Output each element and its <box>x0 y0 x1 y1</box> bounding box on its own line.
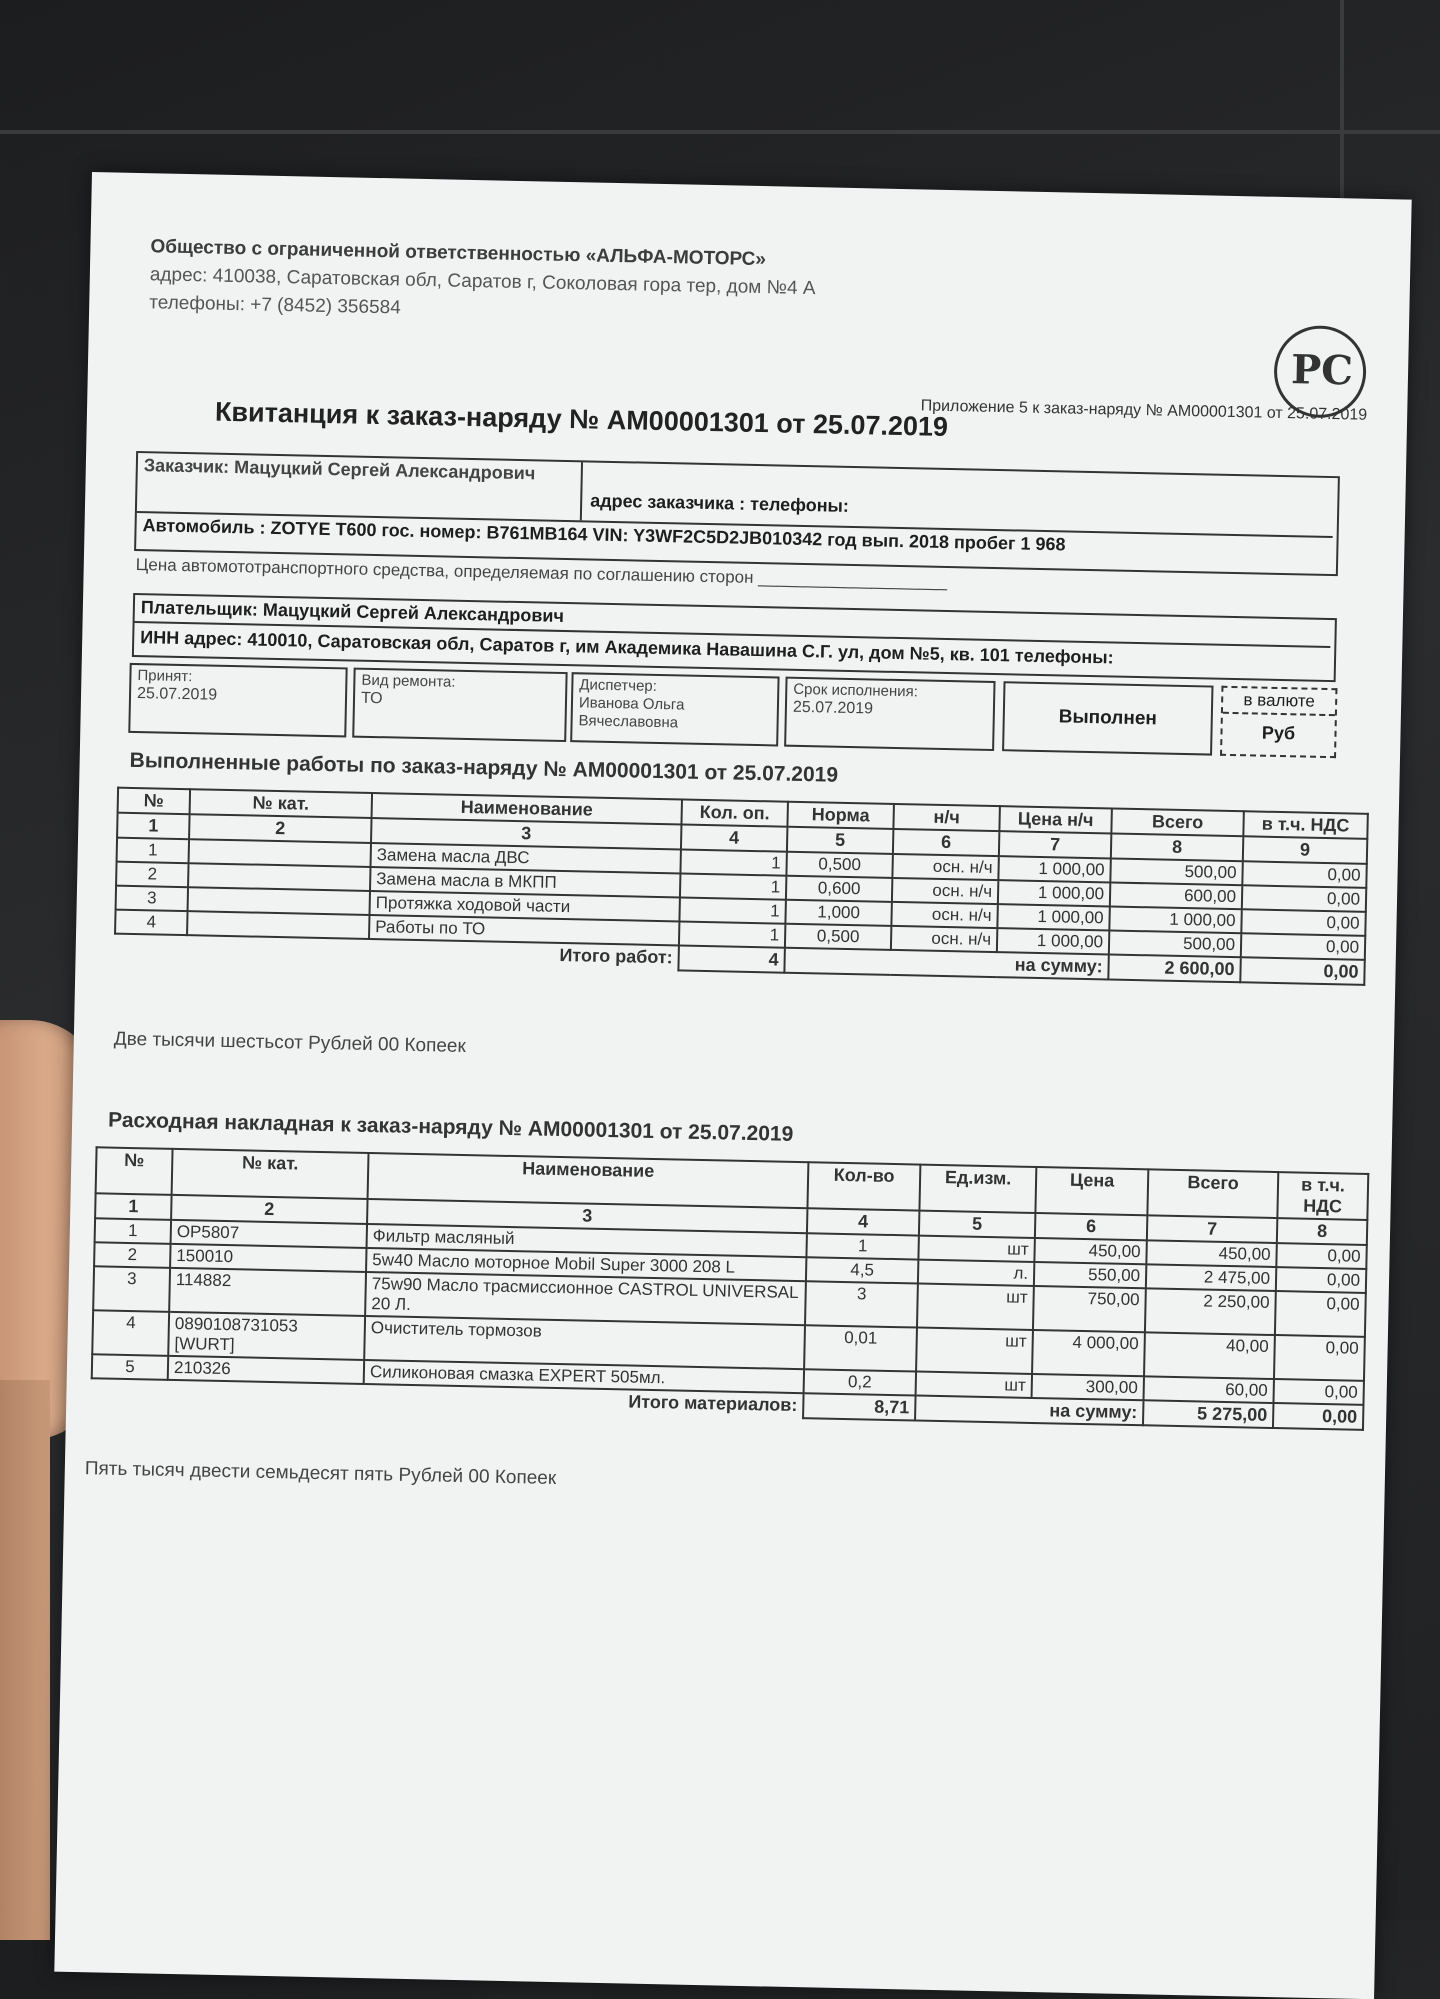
payer-inn-address: ИНН адрес: 410010, Саратовская обл, Саратов г, им Академика Навашина С.Г. ул, дом №5, кв. 101 телефоны: <box>140 627 1114 668</box>
table-cell: 1 <box>679 921 785 947</box>
table-cell: 2 250,00 <box>1145 1288 1276 1335</box>
table-cell: л. <box>918 1260 1034 1286</box>
sum-label: на сумму: <box>784 948 1108 980</box>
table-cell: 550,00 <box>1034 1262 1146 1288</box>
table-cell: Замена масла ДВС <box>371 843 681 873</box>
company-address: адрес: 410038, Саратовская обл, Саратов г, Соколовая гора тер, дом №4 А <box>149 264 816 300</box>
table-cell: 600,00 <box>1110 882 1242 909</box>
column-number: 5 <box>919 1211 1035 1238</box>
certification-logo-icon: РС <box>1273 325 1367 419</box>
table-cell: Работы по ТО <box>369 915 679 945</box>
table-cell: 1 000,00 <box>998 856 1110 882</box>
table-cell: 0,00 <box>1276 1243 1366 1269</box>
deadline-label: Срок исполнения: <box>793 680 919 701</box>
column-number: 4 <box>807 1208 919 1235</box>
table-cell: 450,00 <box>1146 1240 1276 1267</box>
table-cell: 1 000,00 <box>998 880 1110 906</box>
table-cell: 2 <box>94 1242 170 1268</box>
table-cell: 1 000,00 <box>1109 906 1241 933</box>
column-header: Ед.изм. <box>919 1165 1036 1213</box>
status-badge: Выполнен <box>1058 706 1158 730</box>
repair-type-value: ТО <box>360 689 383 708</box>
column-number: 2 <box>189 814 371 843</box>
column-number: 6 <box>1035 1213 1147 1240</box>
table-cell: 1 <box>806 1233 918 1259</box>
works-heading: Выполненные работы по заказ-наряду № АМ00001301 от 25.07.2019 <box>129 748 839 787</box>
column-number: 1 <box>95 1193 172 1220</box>
table-cell: 0,2 <box>804 1369 916 1395</box>
column-number: 9 <box>1243 836 1367 864</box>
table-cell: 0,00 <box>1275 1291 1366 1337</box>
table-cell: 75w90 Масло трасмиссионное CASTROL UNIVERSAL 20 Л. <box>365 1272 806 1325</box>
table-cell: шт <box>917 1284 1034 1330</box>
column-header: № кат. <box>172 1149 369 1199</box>
column-number: 1 <box>117 813 190 840</box>
table-cell: 0,00 <box>1241 909 1365 936</box>
table-cell: 0,00 <box>1273 1379 1363 1405</box>
deadline-box <box>784 677 995 751</box>
column-number: 2 <box>171 1195 367 1224</box>
table-cell: 4 <box>115 910 187 936</box>
works-table <box>114 787 1369 986</box>
column-number: 7 <box>999 831 1111 858</box>
table-cell: 1 <box>95 1218 171 1244</box>
table-cell: OP5807 <box>171 1220 367 1248</box>
table-cell: 2 475,00 <box>1146 1264 1276 1291</box>
table-cell: осн. н/ч <box>891 902 997 928</box>
accepted-box <box>128 663 347 738</box>
table-cell: 210326 <box>168 1356 364 1384</box>
total-sum: 5 275,00 <box>1143 1400 1273 1428</box>
table-cell: 300,00 <box>1032 1374 1144 1400</box>
table-cell: 450,00 <box>1034 1238 1146 1264</box>
company-header <box>149 233 816 331</box>
dispatcher-label: Диспетчер: <box>579 676 658 695</box>
total-label: Итого материалов: <box>628 1391 798 1416</box>
column-header: Всего <box>1147 1169 1278 1218</box>
column-header: в т.ч. НДС <box>1243 811 1367 839</box>
column-header: Цена <box>1035 1167 1148 1215</box>
column-header: Кол. оп. <box>681 799 788 826</box>
table-cell: 1 <box>680 849 786 875</box>
table-cell: Замена масла в МКПП <box>370 867 680 897</box>
table-cell: 1 <box>117 838 189 864</box>
column-number: 4 <box>681 824 788 851</box>
column-number: 8 <box>1277 1218 1368 1245</box>
column-header: н/ч <box>893 804 1000 831</box>
table-cell: 114882 <box>169 1268 366 1316</box>
repair-type-box <box>352 668 567 742</box>
total-vat: 0,00 <box>1273 1403 1364 1430</box>
total-count: 8,71 <box>803 1393 915 1420</box>
currency-value: Руб <box>1261 722 1296 744</box>
table-cell: 4,5 <box>806 1257 918 1283</box>
column-header: Наименование <box>368 1153 809 1208</box>
total-sum: 2 600,00 <box>1108 954 1240 982</box>
customer-box <box>134 451 1340 576</box>
company-phones: телефоны: +7 (8452) 356584 <box>149 292 401 319</box>
customer-address-phones: адрес заказчика : телефоны: <box>590 490 850 516</box>
column-number: 3 <box>367 1199 807 1233</box>
table-cell: 0,500 <box>786 852 892 878</box>
accepted-label: Принят: <box>137 667 193 686</box>
materials-table <box>90 1146 1369 1431</box>
total-vat: 0,00 <box>1240 957 1364 985</box>
table-cell: Очиститель тормозов <box>364 1316 805 1369</box>
total-label: Итого работ: <box>559 944 673 968</box>
currency-box <box>1220 686 1337 758</box>
table-cell: Протяжка ходовой части <box>370 891 680 921</box>
sum-label: на сумму: <box>915 1396 1143 1426</box>
table-cell: 0,01 <box>804 1325 917 1371</box>
price-line: Цена автомототранспортного средства, определяемая по соглашению сторон ____________________ <box>135 555 948 591</box>
table-cell: 1 <box>679 897 785 923</box>
table-cell: 3 <box>805 1281 918 1327</box>
seat-seam <box>0 130 1440 134</box>
deadline-value: 25.07.2019 <box>792 698 874 718</box>
table-cell: 4 <box>92 1310 169 1356</box>
status-box <box>1002 681 1213 755</box>
column-number: 7 <box>1147 1215 1277 1243</box>
column-header: № кат. <box>190 789 372 818</box>
table-cell: осн. н/ч <box>892 854 998 880</box>
receipt-sheet <box>54 172 1411 1999</box>
currency-label: в валюте <box>1223 688 1336 716</box>
table-cell: 500,00 <box>1110 858 1242 885</box>
total-count: 4 <box>678 945 785 972</box>
table-cell: 500,00 <box>1109 930 1241 957</box>
table-cell: 0,00 <box>1274 1335 1365 1381</box>
appendix-note: Приложение 5 к заказ-наряду № АМ00001301 от 25.07.2019 <box>920 397 1368 424</box>
hand <box>0 1380 50 1940</box>
table-cell: 3 <box>116 886 188 912</box>
materials-sum-in-words: Пять тысяч двести семьдесят пять Рублей 00 Копеек <box>84 1458 557 1490</box>
table-cell: осн. н/ч <box>891 926 997 952</box>
table-cell: Силиконовая смазка EXPERT 505мл. <box>364 1360 804 1393</box>
column-header: Норма <box>787 802 894 829</box>
column-number: 8 <box>1111 833 1243 861</box>
company-name: Общество с ограниченной ответственностью «АЛЬФА-МОТОРС» <box>150 236 767 271</box>
repair-type-label: Вид ремонта: <box>361 671 456 691</box>
column-header: № <box>118 788 191 815</box>
table-cell: 0,00 <box>1242 885 1366 912</box>
table-cell: шт <box>916 1372 1032 1398</box>
payer-name: Плательщик: Мацуцкий Сергей Александрович <box>135 595 1331 648</box>
table-cell: 3 <box>93 1266 170 1312</box>
dispatcher-box <box>570 672 779 746</box>
column-header: Всего <box>1111 808 1243 836</box>
table-cell: 0,500 <box>785 924 891 950</box>
table-cell: 5 <box>92 1354 168 1380</box>
column-header: Цена н/ч <box>999 806 1111 833</box>
customer-car: Автомобиль : ZOTYE T600 гос. номер: В761МВ164 VIN: Y3WF2C5D2JB010342 год вып. 2018 пробег 1 968 <box>136 511 1332 563</box>
table-cell: 1,000 <box>785 900 891 926</box>
table-cell: 4 000,00 <box>1032 1330 1145 1376</box>
table-cell: 0,00 <box>1242 861 1366 888</box>
table-cell: 40,00 <box>1144 1332 1275 1379</box>
table-cell: 1 000,00 <box>997 928 1109 954</box>
dispatcher-value: Иванова Ольга Вячеславовна <box>578 694 685 732</box>
column-number: 5 <box>787 827 894 854</box>
accepted-value: 25.07.2019 <box>136 685 218 704</box>
customer-name: Заказчик: Мацуцкий Сергей Александрович <box>137 453 583 520</box>
column-header: в т.ч. НДС <box>1277 1172 1368 1220</box>
column-header: Кол-во <box>807 1162 920 1210</box>
table-cell: 750,00 <box>1033 1286 1146 1332</box>
works-sum-in-words: Две тысячи шестьсот Рублей 00 Копеек <box>113 1028 467 1058</box>
table-cell: шт <box>918 1236 1034 1262</box>
column-header: Наименование <box>372 793 682 824</box>
page-title: Квитанция к заказ-наряду № АМ00001301 от 25.07.2019 <box>214 396 949 442</box>
table-cell: 60,00 <box>1144 1376 1274 1403</box>
table-cell: Фильтр масляный <box>367 1224 807 1257</box>
table-cell: 5w40 Масло моторное Mobil Super 3000 208 L <box>366 1248 806 1281</box>
table-cell: 2 <box>116 862 188 888</box>
table-cell: 0890108731053 [WURT] <box>168 1312 365 1360</box>
table-cell: 1 <box>680 873 786 899</box>
table-cell: 0,600 <box>786 876 892 902</box>
table-cell: 0,00 <box>1241 933 1365 960</box>
table-cell: 0,00 <box>1276 1267 1366 1293</box>
table-cell: осн. н/ч <box>892 878 998 904</box>
column-header: № <box>96 1147 173 1195</box>
table-cell: 1 000,00 <box>997 904 1109 930</box>
table-cell: 150010 <box>170 1244 366 1272</box>
column-number: 3 <box>371 818 681 849</box>
materials-heading: Расходная накладная к заказ-наряду № АМ00001301 от 25.07.2019 <box>107 1108 794 1146</box>
table-cell: шт <box>916 1328 1033 1374</box>
column-number: 6 <box>893 829 1000 856</box>
